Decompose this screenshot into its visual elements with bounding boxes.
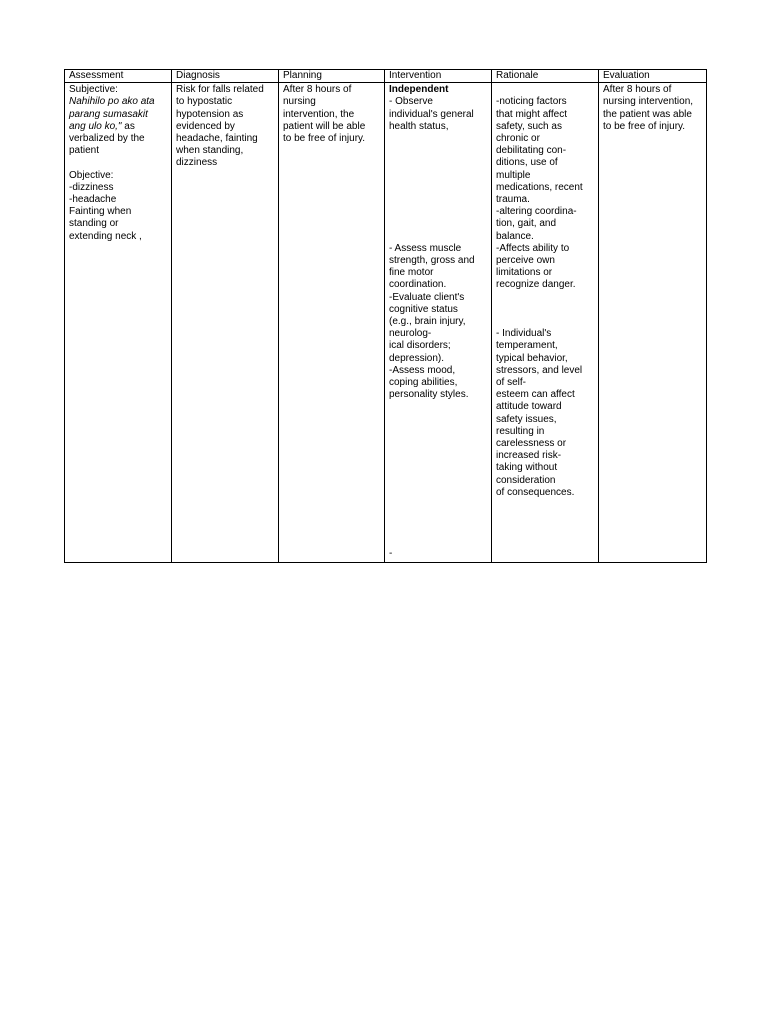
- intervention-line: individual's general: [389, 108, 474, 120]
- rationale-line: taking without: [496, 462, 558, 474]
- intervention-line: (e.g., brain injury,: [389, 315, 466, 327]
- diagnosis-cell: [172, 83, 279, 563]
- header-assessment: Assessment: [65, 70, 172, 83]
- objective-item: Fainting when: [69, 206, 132, 218]
- intervention-line: cognitive status: [389, 303, 458, 315]
- rationale-line: safety, such as: [496, 120, 562, 132]
- care-plan-row: [65, 83, 707, 563]
- evaluation-line: the patient was able: [603, 108, 692, 120]
- rationale-line: attitude toward: [496, 401, 562, 413]
- intervention-line: - Observe: [389, 96, 433, 108]
- planning-line: patient will be able: [283, 120, 366, 132]
- planning-line: to be free of injury.: [283, 133, 366, 145]
- evaluation-line: nursing intervention,: [603, 96, 694, 108]
- assessment-text-line: verbalized by the: [69, 133, 145, 145]
- diagnosis-line: headache, fainting: [176, 133, 258, 145]
- diagnosis-line: evidenced by: [176, 120, 235, 132]
- rationale-line: esteem can affect: [496, 389, 575, 401]
- intervention-line: health status,: [389, 120, 449, 132]
- rationale-line: chronic or: [496, 133, 540, 144]
- rationale-line: temperament,: [496, 340, 558, 352]
- intervention-cell: [385, 83, 492, 563]
- header-rationale: Rationale: [492, 70, 599, 83]
- rationale-line: -Affects ability to: [496, 242, 570, 254]
- objective-item: extending neck ,: [69, 230, 142, 242]
- nursing-care-plan-table: [64, 69, 707, 563]
- objective-item: -headache: [69, 194, 117, 206]
- rationale-line: tion, gait, and: [496, 218, 557, 230]
- rationale-line: limitations or: [496, 267, 553, 279]
- assessment-cell: [65, 83, 172, 563]
- intervention-line: fine motor: [389, 267, 434, 279]
- objective-item: -dizziness: [69, 181, 114, 193]
- evaluation-line: to be free of injury.: [603, 120, 686, 132]
- intervention-line: coordination.: [389, 279, 447, 291]
- intervention-heading: Independent: [389, 84, 449, 96]
- rationale-line: stressors, and level: [496, 364, 583, 376]
- rationale-line: debilitating con-: [496, 145, 567, 157]
- intervention-trailing-dash: -: [389, 547, 393, 559]
- rationale-line: perceive own: [496, 255, 555, 267]
- rationale-line: -noticing factors: [496, 96, 567, 108]
- rationale-line: balance.: [496, 230, 534, 242]
- rationale-line: carelessness or: [496, 438, 567, 450]
- rationale-line: -altering coordina-: [496, 206, 577, 218]
- diagnosis-line: Risk for falls related: [176, 84, 264, 96]
- rationale-line: of consequences.: [496, 486, 575, 498]
- planning-cell: [279, 83, 385, 563]
- objective-item: standing or: [69, 218, 119, 230]
- diagnosis-line: dizziness: [176, 157, 218, 169]
- rationale-line: medications, recent: [496, 181, 583, 193]
- intervention-line: -Evaluate client's: [389, 291, 465, 303]
- rationale-line: safety issues,: [496, 413, 557, 425]
- evaluation-line: After 8 hours of: [603, 84, 672, 96]
- intervention-line: -Assess mood,: [389, 364, 456, 376]
- intervention-line: personality styles.: [389, 389, 469, 401]
- header-evaluation: Evaluation: [599, 70, 707, 83]
- planning-line: intervention, the: [283, 108, 355, 120]
- diagnosis-line: to hypostatic: [176, 96, 233, 108]
- header-diagnosis: Diagnosis: [172, 70, 279, 83]
- rationale-line: that might affect: [496, 108, 567, 120]
- header-intervention: Intervention: [385, 70, 492, 83]
- quote-suffix: as: [121, 120, 135, 132]
- planning-line: nursing: [283, 96, 316, 108]
- rationale-line: resulting in: [496, 425, 545, 437]
- rationale-line: of self-: [496, 377, 527, 389]
- rationale-line: increased risk-: [496, 450, 562, 462]
- diagnosis-line: when standing,: [176, 145, 244, 157]
- patient-quote-line: parang sumasakit: [69, 108, 148, 120]
- patient-quote-line: Nahihilo po ako ata: [69, 96, 155, 108]
- intervention-line: depression).: [389, 352, 445, 364]
- planning-line: After 8 hours of: [283, 84, 352, 96]
- diagnosis-line: hypotension as: [176, 108, 244, 120]
- rationale-line: recognize danger.: [496, 279, 576, 291]
- rationale-line: multiple: [496, 169, 531, 181]
- evaluation-cell: [599, 83, 707, 563]
- intervention-line: - Assess muscle: [389, 242, 462, 254]
- rationale-line: ditions, use of: [496, 157, 558, 169]
- rationale-cell: [492, 83, 599, 563]
- intervention-line: strength, gross and: [389, 254, 475, 266]
- subjective-label: Subjective:: [69, 84, 118, 96]
- assessment-text-line: patient: [69, 145, 100, 157]
- rationale-line: trauma.: [496, 194, 530, 206]
- rationale-line: typical behavior,: [496, 352, 568, 364]
- header-row: [65, 70, 707, 83]
- intervention-line: ical disorders;: [389, 340, 451, 352]
- header-planning: Planning: [279, 70, 385, 83]
- intervention-line: neurolog-: [389, 328, 432, 340]
- rationale-line: consideration: [496, 474, 556, 486]
- patient-quote-line: ang ulo ko,": [69, 120, 122, 132]
- intervention-line: coping abilities,: [389, 376, 458, 388]
- objective-label: Objective:: [69, 169, 114, 181]
- rationale-line: - Individual's: [496, 328, 552, 340]
